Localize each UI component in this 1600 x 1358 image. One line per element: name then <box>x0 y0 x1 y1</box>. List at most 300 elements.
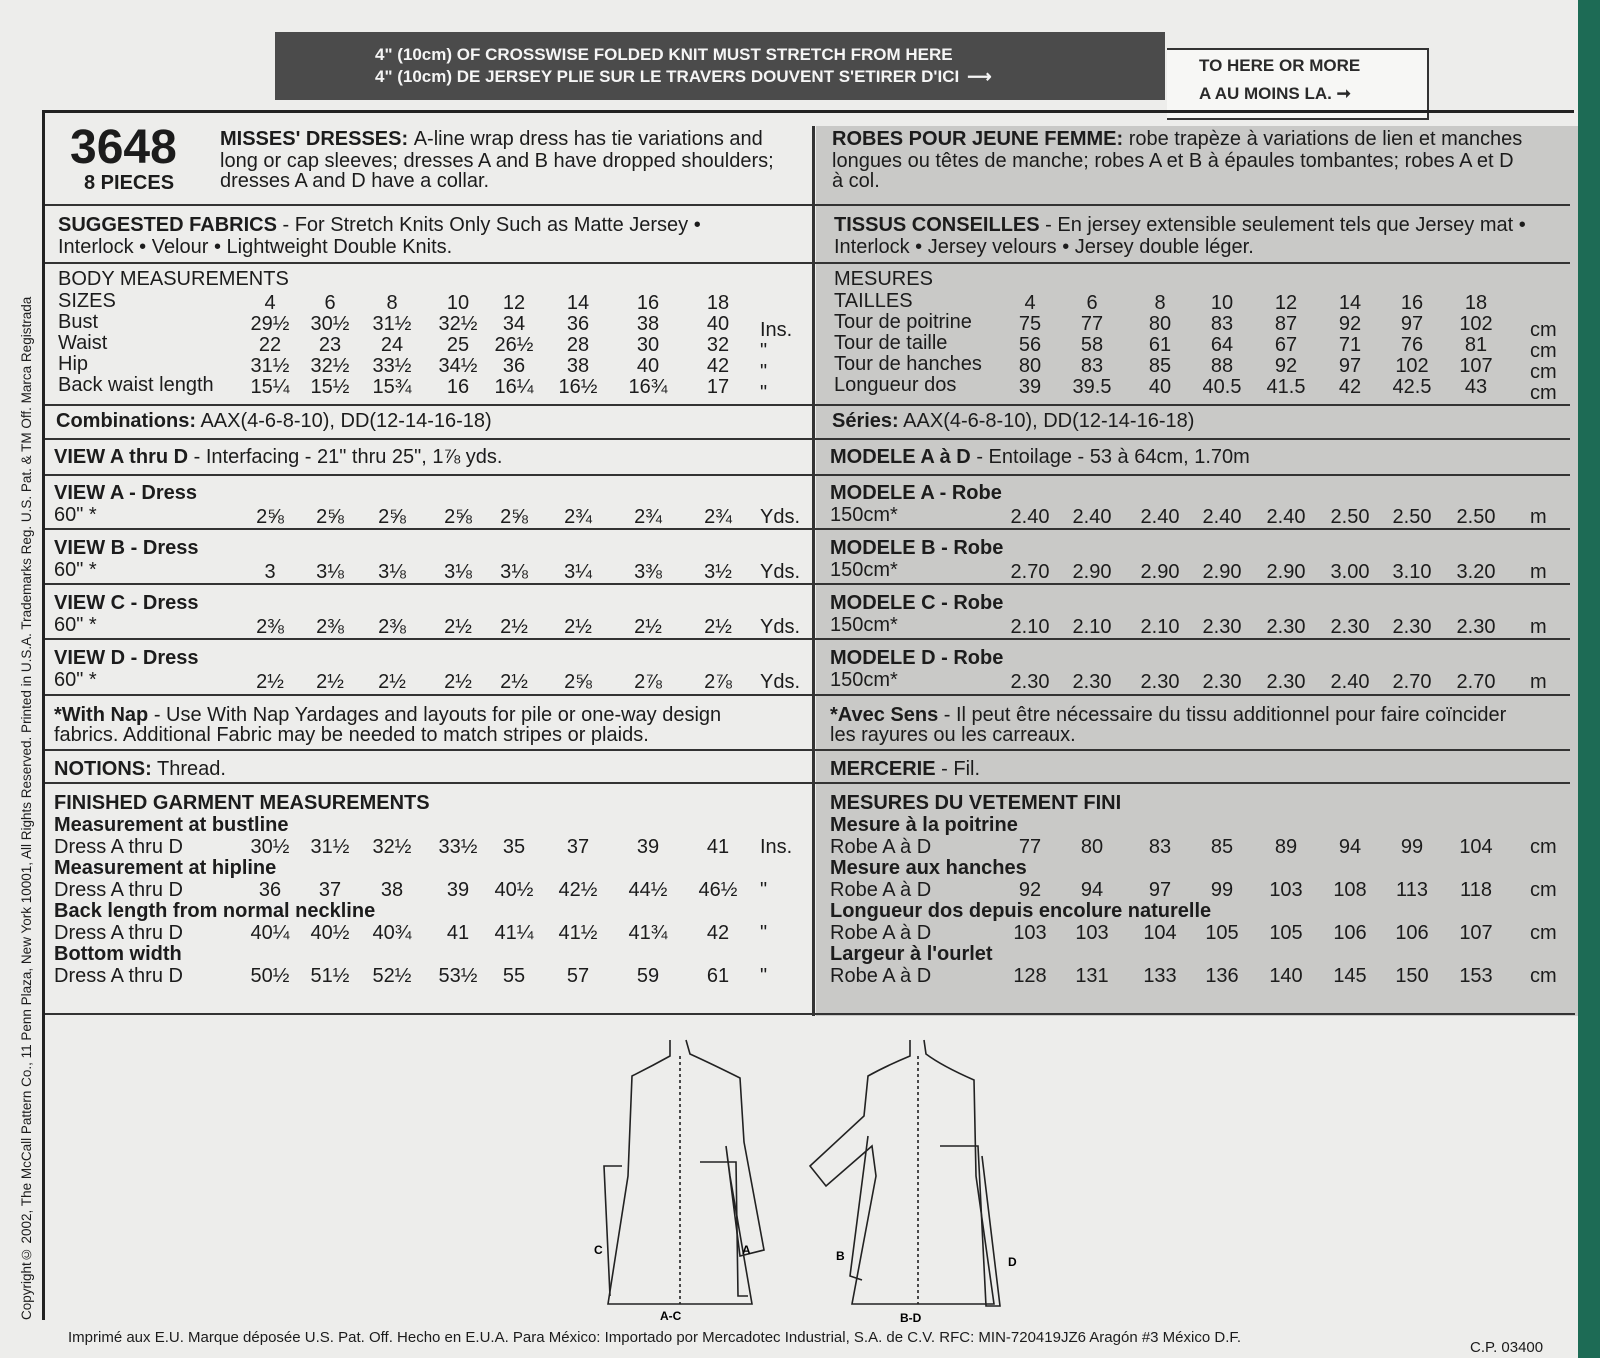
measurement-label: TAILLES <box>834 290 913 312</box>
view-label: VIEW A - Dress <box>54 482 197 504</box>
pattern-number: 3648 <box>70 121 177 174</box>
stretch-gauge-bar <box>275 32 1165 100</box>
finished-row-label: Dress A thru D <box>54 879 183 901</box>
finished-value: 150 <box>1395 965 1429 987</box>
measurement-value: 31½ <box>372 313 412 335</box>
fabric-width: 60" * <box>54 614 97 636</box>
finished-unit: cm <box>1530 879 1557 901</box>
measurement-value: 16 <box>1400 292 1424 314</box>
suggested-fabrics: TISSUS CONSEILLES - En jersey extensible seulement tels que Jersey mat • <box>834 214 1526 236</box>
measurement-unit: Ins. <box>760 319 793 341</box>
view-label: VIEW C - Dress <box>54 592 199 614</box>
finished-value: 99 <box>1210 879 1234 901</box>
yardage-value: 2.10 <box>1140 616 1180 638</box>
measurement-value: 23 <box>318 334 342 356</box>
label-d: D <box>1008 1255 1017 1269</box>
yardage-value: 2.50 <box>1392 506 1432 528</box>
yardage-value: 2.70 <box>1456 671 1496 693</box>
measurement-unit: " <box>760 382 768 404</box>
finished-value: 131 <box>1075 965 1109 987</box>
yardage-value: 2⅜ <box>378 616 406 638</box>
finished-value: 42½ <box>558 879 598 901</box>
finished-heading: Largeur à l'ourlet <box>830 943 993 965</box>
measurement-value: 83 <box>1210 313 1234 335</box>
interfacing: VIEW A thru D - Interfacing - 21" thru 25", 1⅞ yds. <box>54 446 503 468</box>
finished-value: 105 <box>1269 922 1303 944</box>
finished-value: 41 <box>446 922 470 944</box>
measurement-value: 29½ <box>250 313 290 335</box>
finished-value: 118 <box>1460 879 1492 901</box>
finished-row-label: Dress A thru D <box>54 836 183 858</box>
finished-value: 40½ <box>494 879 534 901</box>
interfacing: MODELE A à D - Entoilage - 53 à 64cm, 1.70m <box>830 446 1250 468</box>
finished-row-label: Robe A à D <box>830 879 932 901</box>
footer-import-text: Imprimé aux E.U. Marque déposée U.S. Pat. Off. Hecho en E.U.A. Para México: Importado por Mercadotec Industrial, S.A. de C.V. RFC: MIN-720419JZ6 Aragón #3 México D.F. <box>68 1329 1242 1346</box>
view-label: MODELE D - Robe <box>830 647 1004 669</box>
measurement-value: 81 <box>1464 334 1488 356</box>
yardage-value: 2¾ <box>634 506 662 528</box>
combinations: Combinations: AAX(4-6-8-10), DD(12-14-16-18) <box>56 410 492 432</box>
body-measurements-label: BODY MEASUREMENTS <box>58 268 289 290</box>
row-divider <box>45 638 1570 640</box>
yardage-value: 2.90 <box>1140 561 1180 583</box>
finished-value: 99 <box>1400 836 1424 858</box>
row-divider <box>45 474 1570 476</box>
measurement-value: 80 <box>1148 313 1172 335</box>
finished-value: 41¼ <box>494 922 534 944</box>
yardage-value: 2½ <box>704 616 732 638</box>
view-label: VIEW B - Dress <box>54 537 199 559</box>
yardage-value: 2½ <box>634 616 662 638</box>
measurement-unit: cm <box>1530 361 1557 383</box>
notions: NOTIONS: Thread. <box>54 758 226 780</box>
finished-value: 94 <box>1338 836 1362 858</box>
measurement-value: 36 <box>502 355 526 377</box>
finished-value: 104 <box>1143 922 1177 944</box>
measurement-value: 77 <box>1080 313 1104 335</box>
finished-value: 106 <box>1395 922 1429 944</box>
finished-value: 40¾ <box>372 922 412 944</box>
measurement-value: 18 <box>706 292 730 314</box>
yardage-value: 2.50 <box>1456 506 1496 528</box>
measurement-value: 40 <box>1148 376 1172 398</box>
measurement-value: 4 <box>264 292 276 314</box>
yardage-unit: Yds. <box>760 506 801 528</box>
measurement-value: 32½ <box>438 313 478 335</box>
finished-value: 30½ <box>250 836 290 858</box>
finished-value: 108 <box>1333 879 1367 901</box>
row-divider <box>45 528 1570 530</box>
with-nap-note: *Avec Sens - Il peut être nécessaire du tissu additionnel pour faire coïncider <box>830 704 1507 726</box>
finished-value: 83 <box>1148 836 1172 858</box>
measurement-value: 33½ <box>372 355 412 377</box>
yardage-value: 3⅜ <box>634 561 662 583</box>
measurement-value: 36 <box>566 313 590 335</box>
yardage-value: 2⅞ <box>704 671 732 693</box>
measurement-value: 83 <box>1080 355 1104 377</box>
measurement-value: 31½ <box>250 355 290 377</box>
yardage-value: 2.30 <box>1266 616 1306 638</box>
measurement-label: Tour de taille <box>834 332 948 354</box>
finished-row-label: Robe A à D <box>830 836 932 858</box>
measurement-value: 10 <box>446 292 470 314</box>
yardage-value: 3⅛ <box>500 561 528 583</box>
finished-value: 51½ <box>310 965 350 987</box>
yardage-value: 2.40 <box>1330 671 1370 693</box>
row-divider <box>45 204 1570 206</box>
with-nap-note-line: les rayures ou les carreaux. <box>830 724 1076 746</box>
measurement-unit: " <box>760 361 768 383</box>
measurement-value: 87 <box>1274 313 1298 335</box>
yardage-value: 2⅝ <box>564 671 592 693</box>
fabric-width: 150cm* <box>830 559 898 581</box>
yardage-value: 2½ <box>256 671 284 693</box>
finished-value: 94 <box>1080 879 1104 901</box>
yardage-value: 2.30 <box>1072 671 1112 693</box>
measurement-label: Waist <box>58 332 108 354</box>
measurement-value: 6 <box>1086 292 1098 314</box>
measurement-value: 8 <box>386 292 398 314</box>
measurement-value: 88 <box>1210 355 1234 377</box>
measurement-value: 102 <box>1395 355 1429 377</box>
measurement-value: 38 <box>636 313 660 335</box>
measurement-value: 107 <box>1459 355 1493 377</box>
finished-heading: Mesure aux hanches <box>830 857 1027 879</box>
measurement-value: 40 <box>636 355 660 377</box>
measurement-value: 17 <box>706 376 730 398</box>
finished-value: 35 <box>502 836 526 858</box>
finished-value: 40¼ <box>250 922 290 944</box>
yardage-value: 3⅛ <box>378 561 406 583</box>
finished-value: 38 <box>380 879 404 901</box>
fabric-width: 60" * <box>54 669 97 691</box>
yardage-value: 2.30 <box>1266 671 1306 693</box>
yardage-value: 2.30 <box>1330 616 1370 638</box>
finished-value: 40½ <box>310 922 350 944</box>
measurement-label: SIZES <box>58 290 116 312</box>
finished-unit: " <box>760 965 768 987</box>
yardage-value: 2.40 <box>1202 506 1242 528</box>
yardage-value: 2.30 <box>1392 616 1432 638</box>
view-label: MODELE A - Robe <box>830 482 1002 504</box>
description-heading: ROBES POUR JEUNE FEMME: robe trapèze à variations de lien et manches <box>832 128 1523 150</box>
yardage-value: 2½ <box>316 671 344 693</box>
finished-value: 50½ <box>250 965 290 987</box>
view-label: MODELE C - Robe <box>830 592 1004 614</box>
to-here-fr: A AU MOINS LA. ➞ <box>1199 84 1351 103</box>
finished-value: 41¾ <box>628 922 668 944</box>
finished-value: 107 <box>1459 922 1493 944</box>
measurement-value: 4 <box>1024 292 1036 314</box>
finished-value: 42 <box>706 922 730 944</box>
row-divider <box>45 749 1570 751</box>
finished-value: 89 <box>1274 836 1298 858</box>
yardage-value: 2.30 <box>1456 616 1496 638</box>
measurement-value: 16½ <box>558 376 598 398</box>
pattern-pieces: 8 PIECES <box>84 172 175 194</box>
finished-value: 37 <box>318 879 342 901</box>
finished-value: 59 <box>636 965 660 987</box>
label-b-d: B-D <box>900 1311 922 1325</box>
yardage-value: 2⅜ <box>316 616 344 638</box>
fabric-width: 150cm* <box>830 669 898 691</box>
measurement-value: 25 <box>446 334 470 356</box>
yardage-value: 2.30 <box>1140 671 1180 693</box>
measurement-value: 16 <box>446 376 470 398</box>
measurement-value: 30½ <box>310 313 350 335</box>
finished-value: 80 <box>1080 836 1104 858</box>
finished-value: 97 <box>1148 879 1172 901</box>
finished-heading: Longueur dos depuis encolure naturelle <box>830 900 1212 922</box>
finished-measurements-label: MESURES DU VETEMENT FINI <box>830 792 1122 814</box>
finished-value: 128 <box>1013 965 1047 987</box>
finished-value: 61 <box>706 965 730 987</box>
column-divider <box>812 126 815 1016</box>
finished-unit: cm <box>1530 922 1557 944</box>
yardage-value: 2.90 <box>1266 561 1306 583</box>
finished-heading: Measurement at bustline <box>54 814 289 836</box>
yardage-value: 2½ <box>378 671 406 693</box>
yardage-unit: m <box>1530 616 1547 638</box>
yardage-unit: m <box>1530 671 1547 693</box>
measurement-value: 58 <box>1080 334 1104 356</box>
measurement-value: 26½ <box>494 334 534 356</box>
finished-unit: " <box>760 879 768 901</box>
row-divider <box>45 782 1570 784</box>
yardage-value: 2.10 <box>1010 616 1050 638</box>
stretch-line-en: 4" (10cm) OF CROSSWISE FOLDED KNIT MUST STRETCH FROM HERE <box>375 45 953 64</box>
finished-value: 103 <box>1269 879 1303 901</box>
yardage-value: 2.30 <box>1010 671 1050 693</box>
yardage-value: 2⅝ <box>500 506 528 528</box>
finished-value: 103 <box>1075 922 1109 944</box>
finished-unit: Ins. <box>760 836 793 858</box>
measurement-value: 43 <box>1464 376 1488 398</box>
measurement-label: Back waist length <box>58 374 214 396</box>
view-label: VIEW D - Dress <box>54 647 199 669</box>
measurement-value: 92 <box>1338 313 1362 335</box>
view-label: MODELE B - Robe <box>830 537 1004 559</box>
measurement-unit: " <box>760 340 768 362</box>
finished-measurements-label: FINISHED GARMENT MEASUREMENTS <box>54 792 430 814</box>
finished-value: 44½ <box>628 879 668 901</box>
fabric-width: 60" * <box>54 504 97 526</box>
finished-value: 136 <box>1205 965 1239 987</box>
yardage-value: 2⅝ <box>316 506 344 528</box>
measurement-value: 92 <box>1274 355 1298 377</box>
row-divider <box>45 1013 1575 1015</box>
arrow-right-icon: ➞ <box>1336 84 1351 103</box>
finished-value: 52½ <box>372 965 412 987</box>
measurement-value: 80 <box>1018 355 1042 377</box>
to-here-en: TO HERE OR MORE <box>1199 56 1361 75</box>
finished-row-label: Dress A thru D <box>54 922 183 944</box>
yardage-value: 2⅞ <box>634 671 662 693</box>
finished-value: 39 <box>636 836 660 858</box>
with-nap-note-line: fabrics. Additional Fabric may be needed to match stripes or plaids. <box>54 724 649 746</box>
finished-value: 32½ <box>372 836 412 858</box>
yardage-value: 2.10 <box>1072 616 1112 638</box>
measurement-value: 14 <box>1338 292 1362 314</box>
measurement-value: 34 <box>502 313 526 335</box>
yardage-value: 2.40 <box>1140 506 1180 528</box>
measurement-value: 16¾ <box>628 376 668 398</box>
measurement-value: 12 <box>1274 292 1298 314</box>
yardage-value: 2.50 <box>1330 506 1370 528</box>
finished-row-label: Robe A à D <box>830 965 932 987</box>
suggested-fabrics: SUGGESTED FABRICS - For Stretch Knits Only Such as Matte Jersey • <box>58 214 701 236</box>
measurement-label: Hip <box>58 353 89 375</box>
yardage-value: 2¾ <box>704 506 732 528</box>
yardage-value: 3.10 <box>1392 561 1432 583</box>
description-line: à col. <box>832 170 880 192</box>
dress-illustrations <box>590 1036 1030 1328</box>
yardage-unit: Yds. <box>760 616 801 638</box>
label-b: B <box>836 1249 845 1263</box>
finished-value: 33½ <box>438 836 478 858</box>
measurement-unit: cm <box>1530 340 1557 362</box>
yardage-value: 3.20 <box>1456 561 1496 583</box>
label-a: A <box>742 1243 751 1257</box>
measurement-value: 15½ <box>310 376 350 398</box>
yardage-value: 2½ <box>500 616 528 638</box>
yardage-unit: Yds. <box>760 671 801 693</box>
measurement-label: Tour de poitrine <box>834 311 972 333</box>
measurement-label: Tour de hanches <box>834 353 982 375</box>
measurement-value: 8 <box>1154 292 1166 314</box>
yardage-value: 2½ <box>444 616 472 638</box>
finished-value: 103 <box>1013 922 1047 944</box>
finished-value: 39 <box>446 879 470 901</box>
yardage-value: 2½ <box>444 671 472 693</box>
finished-value: 104 <box>1459 836 1493 858</box>
measurement-value: 71 <box>1338 334 1362 356</box>
measurement-value: 24 <box>380 334 404 356</box>
yardage-value: 3⅛ <box>444 561 472 583</box>
measurement-value: 40.5 <box>1202 376 1242 398</box>
finished-unit: " <box>760 922 768 944</box>
yardage-value: 2.40 <box>1010 506 1050 528</box>
yardage-value: 3 <box>264 561 276 583</box>
yardage-value: 3¼ <box>564 561 592 583</box>
yardage-value: 2½ <box>500 671 528 693</box>
finished-value: 41½ <box>558 922 598 944</box>
fabric-width: 60" * <box>54 559 97 581</box>
measurement-value: 30 <box>636 334 660 356</box>
finished-value: 77 <box>1018 836 1042 858</box>
measurement-value: 102 <box>1459 313 1493 335</box>
yardage-value: 2.70 <box>1010 561 1050 583</box>
finished-row-label: Robe A à D <box>830 922 932 944</box>
postal-code: C.P. 03400 <box>1470 1339 1544 1356</box>
finished-value: 85 <box>1210 836 1234 858</box>
finished-value: 140 <box>1269 965 1303 987</box>
measurement-value: 85 <box>1148 355 1172 377</box>
measurement-value: 14 <box>566 292 590 314</box>
measurement-value: 15¾ <box>372 376 412 398</box>
measurement-value: 34½ <box>438 355 478 377</box>
yardage-value: 2⅝ <box>256 506 284 528</box>
copyright-side-text: Copyright© 2002, The McCall Pattern Co., 11 Penn Plaza, New York 10001, All Rights Reserved. Printed in U.S.A. Trademarks Reg. U.S. Pat. & TM Off. Marca Registrada <box>19 296 34 1320</box>
measurement-value: 32½ <box>310 355 350 377</box>
body-measurements-label: MESURES <box>834 268 933 290</box>
description-line: longues ou têtes de manche; robes A et B à épaules tombantes; robes A et D <box>832 150 1514 172</box>
yardage-value: 2½ <box>564 616 592 638</box>
yardage-value: 3½ <box>704 561 732 583</box>
finished-unit: cm <box>1530 836 1557 858</box>
notions: MERCERIE - Fil. <box>830 758 981 780</box>
yardage-value: 2.90 <box>1202 561 1242 583</box>
stretch-line-fr: 4" (10cm) DE JERSEY PLIE SUR LE TRAVERS DOUVENT S'ETIRER D'ICI ⟶ <box>375 67 992 86</box>
measurement-value: 16¼ <box>494 376 534 398</box>
measurement-value: 76 <box>1400 334 1424 356</box>
yardage-unit: Yds. <box>760 561 801 583</box>
measurement-value: 39.5 <box>1072 376 1112 398</box>
measurement-unit: cm <box>1530 382 1557 404</box>
measurement-value: 28 <box>566 334 590 356</box>
measurement-value: 18 <box>1464 292 1488 314</box>
finished-value: 41 <box>706 836 730 858</box>
measurement-label: Bust <box>58 311 99 333</box>
finished-heading: Bottom width <box>54 943 182 965</box>
measurement-value: 32 <box>706 334 730 356</box>
measurement-value: 67 <box>1274 334 1298 356</box>
finished-heading: Measurement at hipline <box>54 857 277 879</box>
yardage-value: 2¾ <box>564 506 592 528</box>
measurement-value: 42 <box>1338 376 1362 398</box>
finished-value: 113 <box>1396 879 1428 901</box>
measurement-value: 39 <box>1018 376 1042 398</box>
suggested-fabrics-line: Interlock • Jersey velours • Jersey double léger. <box>834 236 1254 258</box>
yardage-value: 2⅝ <box>444 506 472 528</box>
yardage-unit: m <box>1530 561 1547 583</box>
yardage-value: 2.30 <box>1202 671 1242 693</box>
arrow-right-icon: ⟶ <box>967 67 992 86</box>
finished-value: 57 <box>566 965 590 987</box>
finished-value: 55 <box>502 965 526 987</box>
measurement-value: 16 <box>636 292 660 314</box>
measurement-value: 97 <box>1338 355 1362 377</box>
suggested-fabrics-line: Interlock • Velour • Lightweight Double Knits. <box>58 236 453 258</box>
finished-value: 133 <box>1143 965 1177 987</box>
finished-value: 92 <box>1018 879 1042 901</box>
yardage-value: 3⅛ <box>316 561 344 583</box>
measurement-value: 15¼ <box>250 376 290 398</box>
measurement-label: Longueur dos <box>834 374 957 396</box>
finished-row-label: Dress A thru D <box>54 965 183 987</box>
description-line: long or cap sleeves; dresses A and B have dropped shoulders; <box>220 150 774 172</box>
yardage-value: 3.00 <box>1330 561 1370 583</box>
measurement-value: 42 <box>706 355 730 377</box>
measurement-value: 12 <box>502 292 526 314</box>
yardage-value: 2.70 <box>1392 671 1432 693</box>
finished-value: 36 <box>258 879 282 901</box>
finished-unit: cm <box>1530 965 1557 987</box>
row-divider <box>45 404 1570 406</box>
yardage-value: 2⅝ <box>378 506 406 528</box>
label-a-c: A-C <box>660 1309 682 1323</box>
fabric-width: 150cm* <box>830 614 898 636</box>
measurement-unit: cm <box>1530 319 1557 341</box>
yardage-value: 2.40 <box>1072 506 1112 528</box>
yardage-value: 2.40 <box>1266 506 1306 528</box>
combinations: Séries: AAX(4-6-8-10), DD(12-14-16-18) <box>832 410 1195 432</box>
measurement-value: 61 <box>1148 334 1172 356</box>
measurement-value: 10 <box>1210 292 1234 314</box>
finished-value: 46½ <box>698 879 738 901</box>
yardage-value: 2⅜ <box>256 616 284 638</box>
measurement-value: 22 <box>258 334 282 356</box>
